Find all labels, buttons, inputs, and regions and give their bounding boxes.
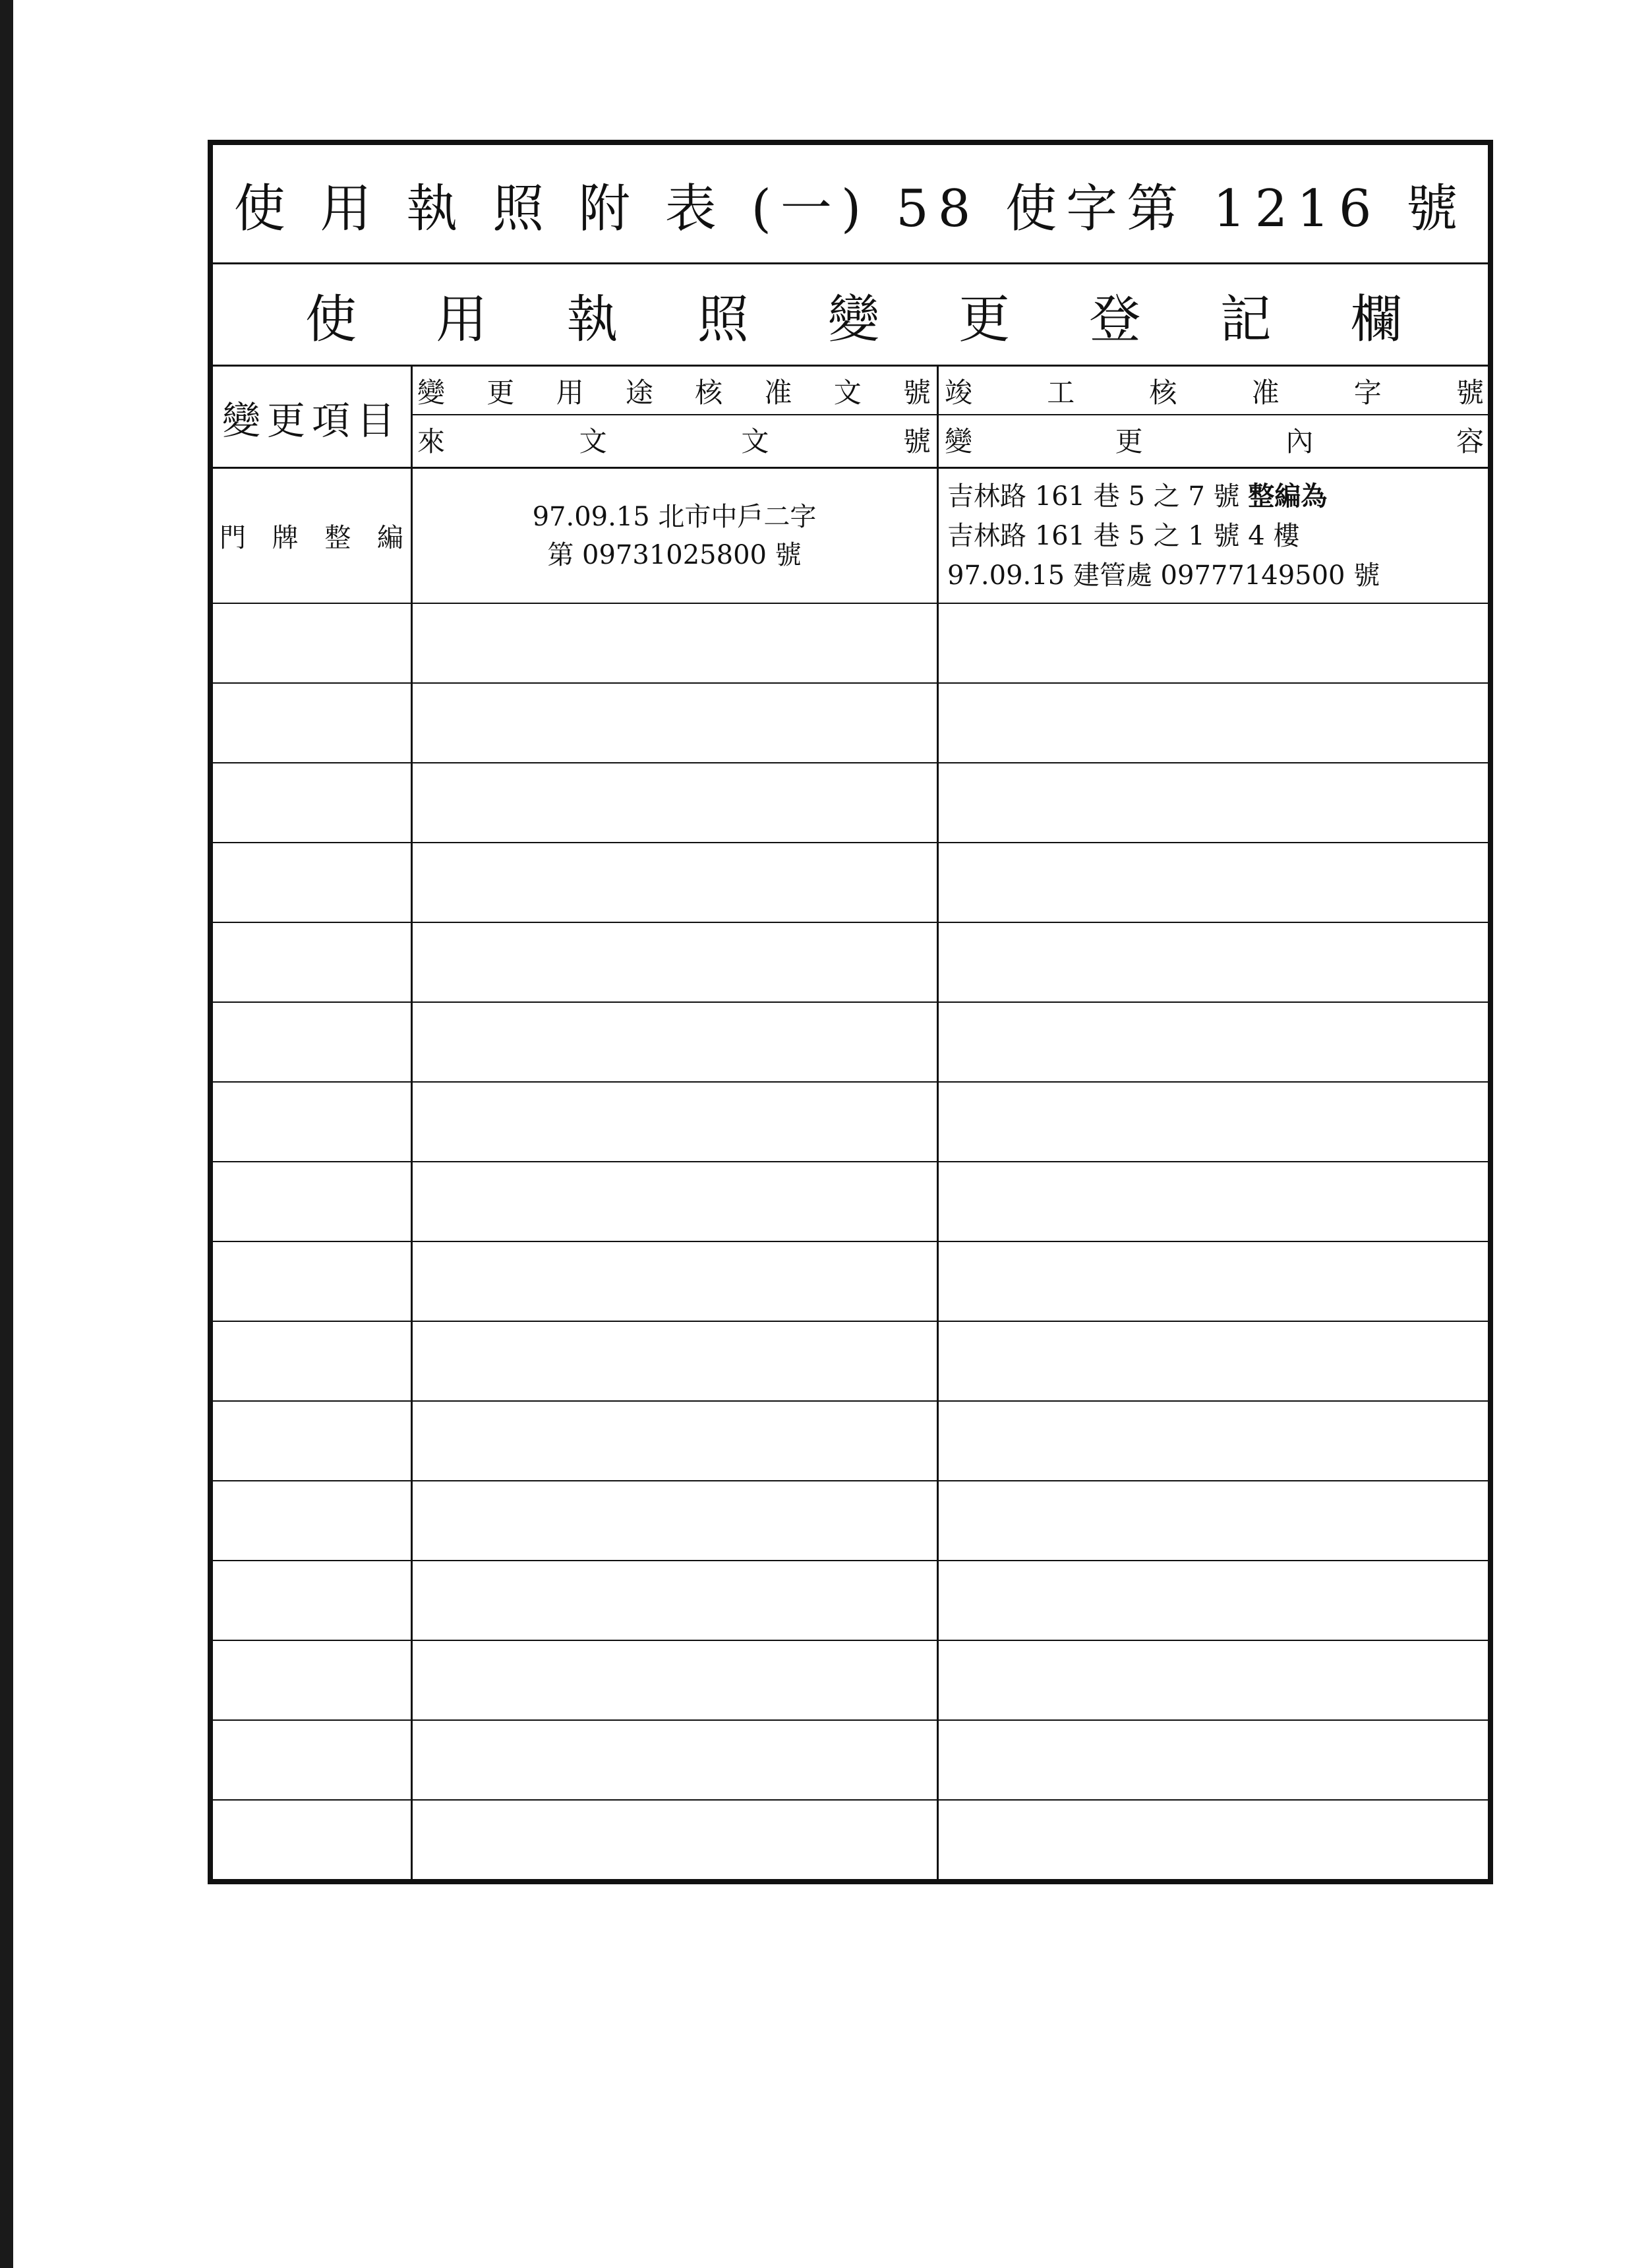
row-divider (213, 1321, 1488, 1322)
header-char: 文 (741, 425, 769, 458)
row-divider (213, 1640, 1488, 1641)
entry-reference-number (414, 471, 935, 600)
header-char: 容 (1456, 425, 1484, 458)
content-line: 吉林路 161 巷 5 之 1 號 4 樓 (947, 520, 1300, 551)
row-divider (213, 1161, 1488, 1162)
reference-line: 第 09731025800 號 (547, 539, 802, 570)
subtitle-char: 變 (827, 289, 879, 349)
row-divider (213, 1480, 1488, 1481)
header-char: 更 (1115, 425, 1143, 458)
page-title: 使 用 執 照 附 表 (一) 58 使字第 1216 號 (233, 179, 1467, 239)
header-char: 變 (417, 376, 446, 409)
item-char: 門 (220, 523, 246, 553)
item-char: 整 (324, 523, 351, 553)
content-line: 97.09.15 建管處 09777149500 號 (947, 560, 1380, 591)
row-divider (213, 842, 1488, 843)
content-text-bold: 整編為 (1248, 480, 1328, 512)
col-header-change-item: 變更項目 (221, 398, 401, 443)
subtitle-char: 更 (958, 289, 1011, 349)
subtitle-char: 記 (1220, 289, 1272, 349)
scan-edge (0, 0, 13, 2268)
divider (411, 414, 1488, 415)
entry-change-item (220, 471, 407, 600)
subtitle (305, 267, 1402, 363)
subtitle-char: 執 (566, 289, 618, 349)
content-text: 吉林路 161 巷 5 之 7 號 (947, 481, 1249, 512)
row-divider (213, 1719, 1488, 1721)
header-char: 文 (579, 425, 607, 458)
header-char: 號 (1456, 376, 1484, 409)
header-char: 准 (1251, 376, 1280, 409)
col-header-completion-approval-no (939, 368, 1489, 414)
col-separator (411, 365, 413, 1879)
entry-change-content (942, 471, 1489, 600)
header-char: 用 (556, 376, 584, 409)
usage-permit-form (208, 140, 1493, 1884)
header-char: 竣 (945, 376, 973, 409)
header-char: 工 (1047, 376, 1075, 409)
divider (213, 467, 1488, 469)
row-divider (213, 1241, 1488, 1242)
subtitle-char: 欄 (1350, 289, 1402, 349)
subtitle-char: 照 (697, 289, 749, 349)
header-char: 內 (1285, 425, 1314, 458)
row-divider (213, 1001, 1488, 1003)
row-divider (213, 603, 1488, 604)
header-char: 字 (1353, 376, 1382, 409)
col-header-usage-approval-no (412, 368, 936, 414)
row-divider (213, 1799, 1488, 1801)
header-char: 更 (486, 376, 515, 409)
header-char: 變 (945, 425, 973, 458)
header-char: 核 (695, 376, 723, 409)
content-line (947, 477, 1489, 516)
header-char: 途 (625, 376, 653, 409)
subtitle-char: 登 (1089, 289, 1141, 349)
row-divider (213, 1081, 1488, 1083)
col-header-incoming-doc-no (412, 417, 936, 463)
header-char: 來 (417, 425, 446, 458)
subtitle-char: 使 (305, 289, 357, 349)
col-header-change-content (939, 417, 1489, 463)
header-char: 核 (1149, 376, 1177, 409)
header-char: 文 (833, 376, 862, 409)
header-char: 號 (902, 376, 931, 409)
row-divider (213, 1560, 1488, 1561)
divider (213, 365, 1488, 367)
item-char: 編 (376, 523, 403, 553)
reference-line: 97.09.15 北市中戶二字 (532, 501, 817, 532)
row-divider (213, 762, 1488, 763)
divider (213, 262, 1488, 264)
subtitle-char: 用 (436, 289, 488, 349)
col-separator (937, 365, 939, 1879)
row-divider (213, 922, 1488, 923)
header-char: 號 (902, 425, 931, 458)
row-divider (213, 682, 1488, 684)
header-char: 准 (764, 376, 792, 409)
item-char: 牌 (272, 523, 299, 553)
row-divider (213, 1400, 1488, 1402)
